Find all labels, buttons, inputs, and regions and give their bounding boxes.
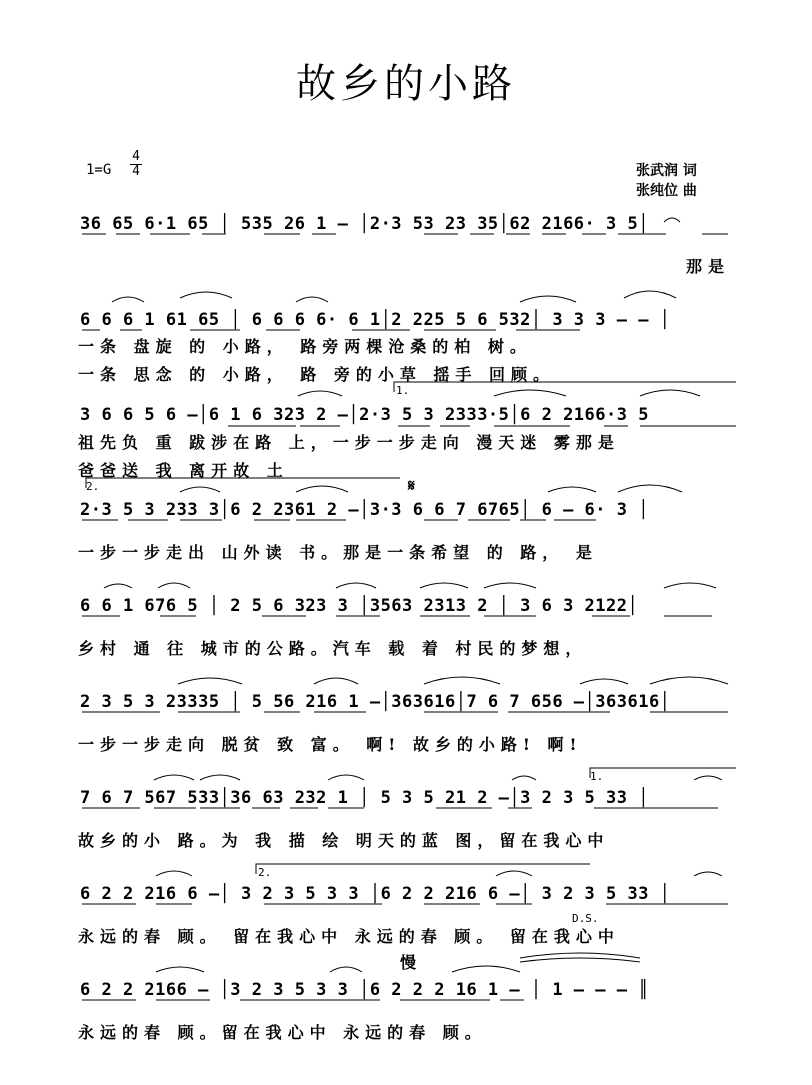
ds-marker: D.S. [572,912,599,925]
song-title: 故乡的小路 [296,61,516,107]
volta-1-bracket [394,382,736,392]
lyric-line-1: 那是 [686,257,731,276]
notation-line-7: 7 6 7 567 533│36 63 232 1 │ 5 3 5 21 2 –│3 2 3 5 33 │ [80,788,649,808]
segno-sign: 𝄋 [408,476,415,495]
lyric-line-3b: 爸爸送 我 离开故 土 [78,461,289,480]
notation-line-1: 36 65 6·1 65 │ 535 26 1 – │2·3 53 23 35│62 2166· 3 5│ [80,214,649,234]
volta-2-bracket [86,478,400,488]
tempo-slow-marker: 慢 [400,953,417,972]
notation-line-9: 6 2 2 2166 – │3 2 3 5 3 3 │6 2 2 2 16 1 – │ 1 – – – ║ [80,980,649,1000]
lyricist-credit: 张武润 词 [636,163,697,179]
volta-2-marker: 2. [86,480,100,493]
time-signature-bottom: 4 [132,164,140,179]
lyric-line-8: 永远的春 顾。 留在我心中 永远的春 顾。 留在我心中 [78,927,620,946]
notation-line-2: 6 6 6 1 61 65 │ 6 6 6 6· 6 1│2 225 5 6 532│ 3 3 3 – – │ [80,310,671,330]
lyric-line-2a: 一条 盘旋 的 小路， 路旁两棵沧桑的柏 树。 [78,337,532,356]
lyric-line-9: 永远的春 顾。留在我心中 永远的春 顾。 [78,1023,487,1042]
lyric-line-2b: 一条 思念 的 小路， 路 旁的小草 揺手 回顾。 [78,365,555,384]
notation-line-8: 6 2 2 216 6 –│ 3 2 3 5 3 3 │6 2 2 216 6 –│ 3 2 3 5 33 │ [80,884,671,904]
time-signature-top: 4 [132,149,140,164]
lyric-line-5: 乡村 通 往 城市的公路。汽车 载 着 村民的梦想， [78,639,588,658]
lyric-line-3a: 祖先负 重 跋涉在路 上，一步一步走向 漫天迷 雾那是 [78,433,620,452]
volta-2-bracket-2 [256,864,590,874]
composer-credit: 张纯位 曲 [636,183,697,199]
notation-line-6: 2 3 5 3 23335 │ 5 56 216 1 –│363616│7 6 7 656 –│363616│ [80,692,671,712]
notation-line-5: 6 6 1 676 5 │ 2 5 6 323 3 │3563 2313 2 │ 3 6 3 2122│ [80,596,639,616]
lyric-line-6: 一步一步走向 脱贫 致 富。 啊! 故乡的小路! 啊! [78,735,583,754]
volta-1-marker-2: 1. [590,770,604,783]
volta-2-marker-2: 2. [258,866,272,879]
notation-line-4: 2·3 5 3 233 3│6 2 2361 2 –│3·3 6 6 7 6765│ 6 – 6· 3 │ [80,500,649,520]
notation-line-3: 3 6 6 5 6 –│6 1 6 323 2 –│2·3 5 3 2333·5│6 2 2166·3 5 [80,405,649,425]
lyric-line-7: 故乡的小 路。为 我 描 绘 明天的蓝 图，留在我心中 [78,831,610,850]
key-signature: 1=G [86,162,112,178]
volta-1-marker: 1. [396,384,410,397]
lyric-line-4: 一步一步走出 山外读 书。那是一条希望 的 路， 是 [78,543,598,562]
